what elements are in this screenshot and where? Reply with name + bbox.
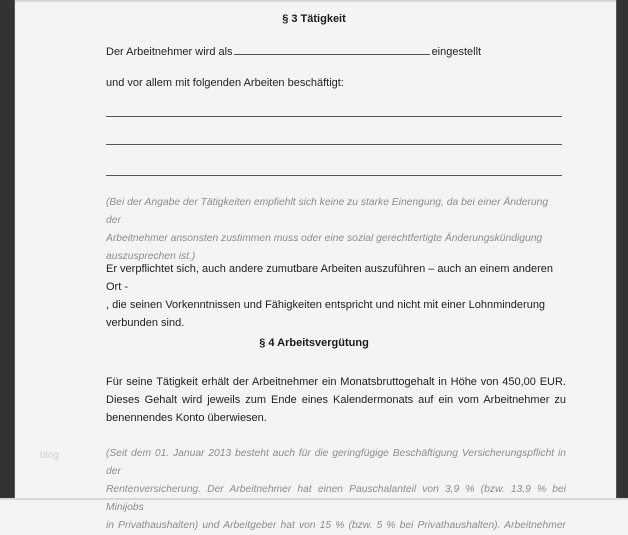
note-line: Rentenversicherung. Der Arbeitnehmer hat einen Pauschalanteil von 3,9 % (bzw. 13,9 % bei Minijobs: [106, 484, 566, 513]
note-line: in Privathaushalten) und Arbeitgeber hat von 15 % (bzw. 5 % bei Privathaushalten). Arbeitnehmer: [106, 520, 566, 531]
task-blank-line-1[interactable]: [106, 116, 562, 117]
left-frame-bar: [0, 0, 15, 500]
task-blank-line-3[interactable]: [106, 175, 562, 176]
section-4-note: [106, 445, 566, 535]
duties-line: verbunden sind.: [106, 317, 185, 329]
note-line: auszusprechen ist.): [106, 251, 196, 262]
duties-line: , die seinen Vorkenntnissen und Fähigkeiten entspricht und nicht mit einer Lohnminderung: [106, 299, 546, 311]
right-frame-bar: [616, 0, 628, 500]
task-blank-line-2[interactable]: [106, 144, 562, 145]
duties-line: Er verpflichtet sich, auch andere zumutbare Arbeiten auszuführen – auch an einem anderen Ort -: [106, 263, 553, 293]
pay-line: Für seine Tätigkeit erhält der Arbeitnehmer ein Monatsbruttogehalt in Höhe von 450,00 EUR.: [106, 376, 566, 388]
note-line: Arbeitnehmer ansonsten zustimmen muss oder eine sozial gerechtfertigte Änderungskündigung: [106, 233, 543, 244]
pay-paragraph: [106, 373, 566, 427]
section-4-heading: § 4 Arbeitsvergütung: [259, 337, 369, 349]
tasks-intro: und vor allem mit folgenden Arbeiten beschäftigt:: [106, 77, 344, 89]
note-line: (Seit dem 01. Januar 2013 besteht auch für die geringfügige Beschäftigung Versicherungspflicht in der: [106, 448, 566, 477]
employed-as-suffix: eingestellt: [431, 46, 482, 58]
employed-as-prefix: Der Arbeitnehmer wird als: [106, 46, 233, 58]
pay-line: benennendes Konto überwiesen.: [106, 412, 267, 424]
employed-as-line: [106, 44, 481, 58]
section-3-note: [106, 194, 562, 266]
watermark-blog: blog: [40, 450, 59, 461]
note-line: (Bei der Angabe der Tätigkeiten empfiehlt sich keine zu starke Einengung, da bei einer Änderung der: [106, 197, 549, 226]
duties-paragraph: [106, 260, 566, 332]
section-3-heading: § 3 Tätigkeit: [282, 13, 346, 25]
employed-as-blank-field[interactable]: [234, 44, 430, 55]
pay-line: Dieses Gehalt wird jeweils zum Ende eines Kalendermonats auf ein vom Arbeitnehmer zu: [106, 394, 566, 406]
